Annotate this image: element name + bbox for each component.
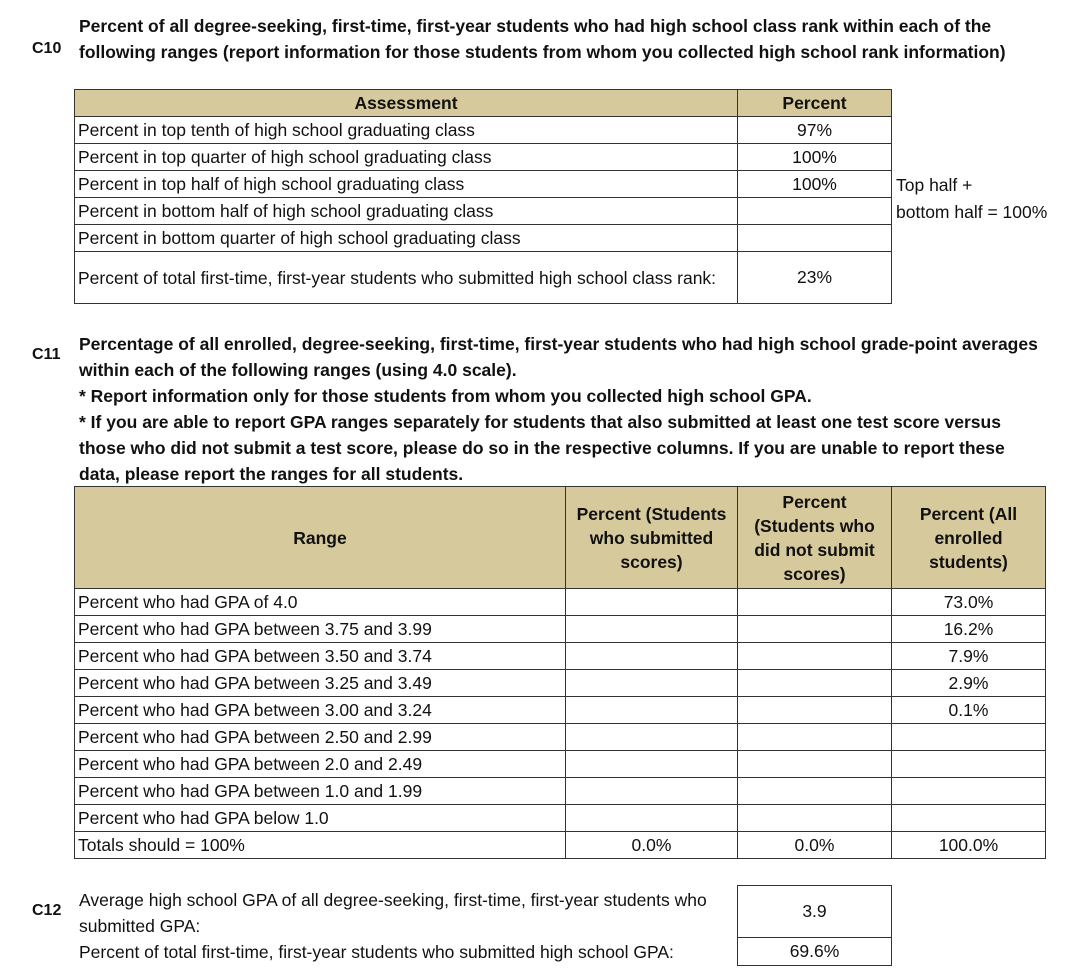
c10-row-value: 97% bbox=[738, 117, 892, 144]
c11-row-label: Percent who had GPA between 2.0 and 2.49 bbox=[75, 751, 566, 778]
c11-row-not-submitted bbox=[738, 589, 892, 616]
table-row bbox=[75, 670, 1046, 697]
c11-row-not-submitted bbox=[738, 697, 892, 724]
c11-header-all: Percent (All enrolled students) bbox=[892, 487, 1046, 589]
c12-avg-label: Average high school GPA of all degree-seeking, first-time, first-year students who submitted GPA: bbox=[79, 890, 707, 936]
c10-header-percent: Percent bbox=[738, 90, 892, 117]
c11-row-label: Percent who had GPA between 3.00 and 3.24 bbox=[75, 697, 566, 724]
c11-row-submitted bbox=[566, 805, 738, 832]
c11-row-label: Percent who had GPA between 2.50 and 2.99 bbox=[75, 724, 566, 751]
c11-row-all bbox=[892, 724, 1046, 751]
c10-note-line1: Top half + bbox=[896, 175, 973, 195]
c11-row-all: 0.1% bbox=[892, 697, 1046, 724]
c12-pct-label: Percent of total first-time, first-year students who submitted high school GPA: bbox=[79, 942, 674, 962]
table-row bbox=[75, 643, 1046, 670]
c11-question bbox=[79, 331, 1039, 487]
c10-question-text: Percent of all degree-seeking, first-time, first-year students who had high school class rank within each of the following ranges (report information for those students from whom you collected high school rank information) bbox=[79, 16, 1006, 62]
c11-row-not-submitted bbox=[738, 751, 892, 778]
c10-row-value: 100% bbox=[738, 171, 892, 198]
c11-question-line2: * Report information only for those students from whom you collected high school GPA. bbox=[79, 386, 812, 406]
c12-code: C12 bbox=[32, 902, 62, 919]
c11-row-label: Percent who had GPA between 3.75 and 3.99 bbox=[75, 616, 566, 643]
table-row bbox=[75, 252, 892, 304]
c11-question-line1: Percentage of all enrolled, degree-seeking, first-time, first-year students who had high school grade-point averages within each of the following ranges (using 4.0 scale). bbox=[79, 334, 1038, 380]
table-row bbox=[75, 198, 892, 225]
c11-row-label: Percent who had GPA below 1.0 bbox=[75, 805, 566, 832]
c11-code: C11 bbox=[32, 346, 61, 363]
c10-code: C10 bbox=[32, 40, 62, 57]
c11-row-not-submitted bbox=[738, 778, 892, 805]
table-row bbox=[75, 117, 892, 144]
c10-side-note bbox=[896, 172, 1047, 226]
c11-row-not-submitted bbox=[738, 670, 892, 697]
c10-row-label: Percent of total first-time, first-year students who submitted high school class rank: bbox=[75, 252, 738, 304]
c10-row-value bbox=[738, 225, 892, 252]
c11-header-not-submitted: Percent (Students who did not submit scores) bbox=[738, 487, 892, 589]
c10-note-line2: bottom half = 100% bbox=[896, 202, 1048, 222]
c10-row-value bbox=[738, 198, 892, 225]
c11-row-all: 100.0% bbox=[892, 832, 1046, 859]
c10-table bbox=[74, 89, 892, 304]
c10-row-label: Percent in bottom half of high school graduating class bbox=[75, 198, 738, 225]
table-row bbox=[75, 589, 1046, 616]
c11-row-submitted bbox=[566, 589, 738, 616]
c11-row-not-submitted bbox=[738, 724, 892, 751]
c11-row-not-submitted: 0.0% bbox=[738, 832, 892, 859]
c10-question bbox=[79, 13, 1039, 65]
c11-row-all bbox=[892, 805, 1046, 832]
table-row bbox=[75, 144, 892, 171]
c11-header-submitted: Percent (Students who submitted scores) bbox=[566, 487, 738, 589]
c11-row-not-submitted bbox=[738, 805, 892, 832]
c11-table bbox=[74, 486, 1046, 859]
table-row bbox=[75, 697, 1046, 724]
c11-row-not-submitted bbox=[738, 616, 892, 643]
c10-row-value: 23% bbox=[738, 252, 892, 304]
c11-row-not-submitted bbox=[738, 643, 892, 670]
table-row bbox=[75, 778, 1046, 805]
c11-question-line3: * If you are able to report GPA ranges separately for students that also submitted at least one test score versus those who did not submit a test score, please do so in the respective columns. If you are unable to report these data, please report the ranges for all students. bbox=[79, 412, 1005, 484]
c11-row-submitted bbox=[566, 697, 738, 724]
c11-row-label: Percent who had GPA between 3.25 and 3.49 bbox=[75, 670, 566, 697]
c11-row-label: Percent who had GPA between 3.50 and 3.74 bbox=[75, 643, 566, 670]
c11-row-submitted: 0.0% bbox=[566, 832, 738, 859]
c11-row-submitted bbox=[566, 643, 738, 670]
c11-row-submitted bbox=[566, 724, 738, 751]
c10-row-label: Percent in bottom quarter of high school graduating class bbox=[75, 225, 738, 252]
table-row bbox=[75, 805, 1046, 832]
c11-row-label: Percent who had GPA of 4.0 bbox=[75, 589, 566, 616]
c11-row-all: 2.9% bbox=[892, 670, 1046, 697]
table-row bbox=[75, 751, 1046, 778]
table-row bbox=[75, 832, 1046, 859]
c11-row-all bbox=[892, 751, 1046, 778]
c11-row-submitted bbox=[566, 751, 738, 778]
c10-row-value: 100% bbox=[738, 144, 892, 171]
c11-row-all bbox=[892, 778, 1046, 805]
c10-row-label: Percent in top tenth of high school graduating class bbox=[75, 117, 738, 144]
c11-row-label: Totals should = 100% bbox=[75, 832, 566, 859]
table-row bbox=[75, 225, 892, 252]
c11-row-submitted bbox=[566, 778, 738, 805]
c11-row-submitted bbox=[566, 670, 738, 697]
c10-row-label: Percent in top half of high school graduating class bbox=[75, 171, 738, 198]
table-row bbox=[75, 724, 1046, 751]
table-row bbox=[75, 171, 892, 198]
c12-avg-value: 3.9 bbox=[737, 885, 892, 938]
c11-row-all: 16.2% bbox=[892, 616, 1046, 643]
c11-row-all: 7.9% bbox=[892, 643, 1046, 670]
c11-header-range: Range bbox=[75, 487, 566, 589]
c11-row-submitted bbox=[566, 616, 738, 643]
c11-row-label: Percent who had GPA between 1.0 and 1.99 bbox=[75, 778, 566, 805]
c10-header-assessment: Assessment bbox=[75, 90, 738, 117]
c10-row-label: Percent in top quarter of high school graduating class bbox=[75, 144, 738, 171]
c12-pct-value: 69.6% bbox=[737, 937, 892, 966]
c11-row-all: 73.0% bbox=[892, 589, 1046, 616]
table-row bbox=[75, 616, 1046, 643]
